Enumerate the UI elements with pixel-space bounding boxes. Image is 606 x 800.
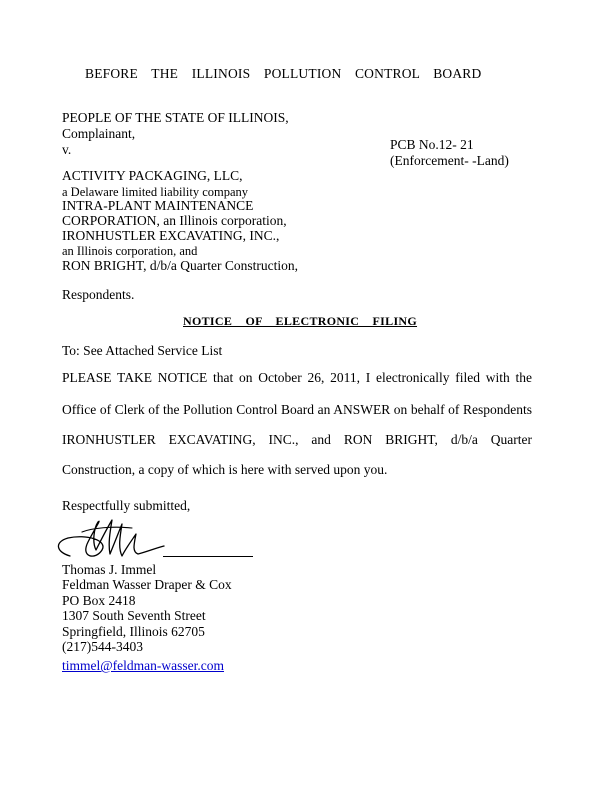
signer-po-box: PO Box 2418 (62, 593, 136, 608)
handwritten-signature (52, 512, 172, 564)
versus-label: v. (62, 142, 72, 157)
respondent-line: an Illinois corporation, and (62, 244, 198, 258)
notice-body-line: PLEASE TAKE NOTICE that on October 26, 2011, I electronically filed with the (62, 370, 532, 385)
signer-email-link[interactable]: timmel@feldman-wasser.com (62, 658, 225, 673)
respondent-line: INTRA-PLANT MAINTENANCE (62, 198, 254, 213)
notice-title: NOTICE OF ELECTRONIC FILING (183, 314, 418, 328)
notice-recipient: To: See Attached Service List (62, 343, 223, 358)
notice-body-line: Construction, a copy of which is here with served upon you. (62, 462, 388, 477)
complainant-label: Complainant, (62, 126, 136, 141)
signer-name: Thomas J. Immel (62, 562, 157, 577)
respondent-line: ACTIVITY PACKAGING, LLC, (62, 168, 243, 183)
respondent-line: IRONHUSTLER EXCAVATING, INC., (62, 228, 280, 243)
signer-firm: Feldman Wasser Draper & Cox (62, 577, 232, 592)
notice-body-line: IRONHUSTLER EXCAVATING, INC., and RON BRIGHT, d/b/a Quarter (62, 432, 532, 447)
signature-line (163, 556, 253, 557)
respondent-line: RON BRIGHT, d/b/a Quarter Construction, (62, 258, 298, 273)
respondents-label: Respondents. (62, 287, 135, 302)
respondent-line: a Delaware limited liability company (62, 185, 249, 199)
case-type: (Enforcement- -Land) (390, 153, 509, 168)
signer-city: Springfield, Illinois 62705 (62, 624, 205, 639)
respondent-line: CORPORATION, an Illinois corporation, (62, 213, 287, 228)
closing-salutation: Respectfully submitted, (62, 498, 191, 513)
board-caption: BEFORE THE ILLINOIS POLLUTION CONTROL BOARD (85, 66, 482, 81)
notice-body-line: Office of Clerk of the Pollution Control Board an ANSWER on behalf of Respondents (62, 402, 532, 417)
signer-phone: (217)544-3403 (62, 639, 143, 654)
case-number: PCB No.12- 21 (390, 137, 474, 152)
complainant-name: PEOPLE OF THE STATE OF ILLINOIS, (62, 110, 289, 125)
signer-street: 1307 South Seventh Street (62, 608, 206, 623)
